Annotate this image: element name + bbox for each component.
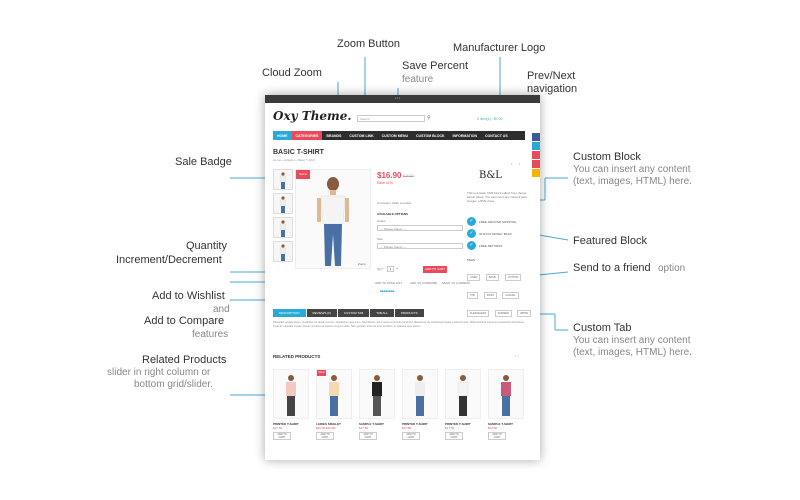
related-product-image[interactable]	[359, 369, 395, 419]
label-quantity-2: Increment/Decrement	[116, 254, 222, 266]
related-product[interactable]	[359, 369, 395, 440]
add-to-cart-button[interactable]: ADD TO CART	[445, 432, 463, 440]
twitter-icon[interactable]	[532, 142, 540, 150]
tags-title: TAGS	[467, 258, 475, 262]
label-related-sub1: slider in right column or	[107, 367, 211, 378]
qty-label: Qty	[377, 267, 382, 271]
tag[interactable]: LINEN	[467, 274, 480, 281]
quantity-stepper[interactable]: 1	[387, 266, 394, 272]
manufacturer-logo[interactable]: B&L	[479, 170, 502, 181]
tag[interactable]: BASIC	[486, 274, 500, 281]
nav-custom-menu[interactable]: CUSTOM MENU	[381, 134, 409, 138]
related-product-name[interactable]: SAMPLE T-SHIRT	[488, 422, 514, 426]
add-to-cart-button[interactable]: ADD TO CART	[402, 432, 420, 440]
tab-content: Phasellus gravida lorem, vestibulum at dictum tempor. Vestibulum quis enim. Sed ultrices nisl in lacus commodo hendrerit. Maecenas vel scelerisque ligula, a lobortis ante. Nulla tincidunt metus at consectetur fermentum. Proin at vulputate massa. Donec vel lacus at mauris congue mattis. Nam porttitor tortor ac eros tincidunt, et pharetra arcu dictum.	[273, 321, 525, 328]
related-nav-arrows[interactable]: ‹ ›	[515, 353, 519, 358]
featured-item	[467, 217, 516, 226]
nav-home[interactable]: HOME	[273, 131, 292, 140]
wishlist-link[interactable]: ADD TO WISH LIST	[375, 281, 403, 285]
related-product[interactable]	[273, 369, 309, 440]
store-logo[interactable]: Oxy Theme.	[273, 109, 352, 123]
main-product-image[interactable]	[295, 169, 371, 269]
label-prev-next: Prev/Next	[527, 70, 576, 82]
social-share-bar	[532, 133, 540, 178]
related-product-image[interactable]	[402, 369, 438, 419]
model-figure-icon	[325, 374, 343, 418]
nav-categories[interactable]: CATEGORIES	[292, 131, 323, 140]
related-product[interactable]	[402, 369, 438, 440]
check-icon: ✓	[467, 229, 476, 238]
nav-custom-link[interactable]: CUSTOM LINK	[349, 134, 374, 138]
main-nav	[273, 131, 525, 140]
label-manufacturer-logo: Manufacturer Logo	[453, 42, 546, 54]
related-products-title: RELATED PRODUCTS	[273, 354, 321, 359]
related-product[interactable]	[445, 369, 481, 440]
label-send-friend-sub: option	[658, 263, 686, 274]
tab-reviews[interactable]: REVIEWS (0)	[307, 309, 337, 317]
related-product-name[interactable]: PRINTED T-SHIRT	[273, 422, 299, 426]
related-product-price: $17.50	[359, 426, 369, 430]
model-figure-icon	[282, 374, 300, 418]
model-figure-icon	[278, 196, 288, 213]
thumbnail[interactable]	[273, 193, 293, 214]
label-custom-block-sub2: (text, images, HTML) here.	[573, 176, 692, 187]
nav-brands[interactable]: BRANDS	[326, 134, 342, 138]
tag[interactable]: TOP	[467, 292, 478, 299]
tab-description[interactable]: DESCRIPTION	[273, 309, 306, 317]
sale-badge: SALE	[296, 170, 310, 179]
check-icon: ✓	[467, 241, 476, 250]
related-product-name[interactable]: LADIES SINGLET	[316, 422, 341, 426]
add-to-cart-button[interactable]: ADD TO CART	[359, 432, 377, 440]
model-figure-icon	[411, 374, 429, 418]
related-product-price: $22.90 $15.90	[316, 426, 336, 430]
label-and: and	[213, 304, 230, 315]
tag[interactable]: COTTON	[505, 274, 522, 281]
label-prev-next-2: navigation	[527, 83, 578, 95]
tab-all[interactable]: TAB ALL	[370, 309, 394, 317]
tag[interactable]: CASUAL	[502, 292, 518, 299]
colour-select[interactable]: --- Please Select ---	[377, 225, 463, 231]
save-percent: Save 41%	[377, 181, 393, 185]
cart-summary[interactable]: 0 item(s) - $0.00	[477, 117, 503, 121]
label-compare-sub: features	[192, 329, 229, 340]
pinterest-icon[interactable]	[532, 160, 540, 168]
nav-information[interactable]: INFORMATION	[452, 134, 477, 138]
label-quantity: Quantity	[186, 240, 227, 252]
related-product-price: $17.50	[488, 426, 498, 430]
related-product-image[interactable]	[488, 369, 524, 419]
label-wishlist: Add to Wishlist	[152, 290, 225, 302]
related-product-name[interactable]: PRINTED T-SHIRT	[445, 422, 471, 426]
related-product-price: $17.50	[273, 426, 283, 430]
model-figure-icon	[368, 374, 386, 418]
related-product-name[interactable]: SAMPLE T-SHIRT	[359, 422, 385, 426]
label-send-friend: Send to a friend	[573, 262, 651, 274]
tag[interactable]: SLEEVELESS	[467, 310, 489, 317]
size-select[interactable]: --- Please Select ---	[377, 243, 463, 249]
related-product-price: $17.50	[402, 426, 412, 430]
related-product-price: $17.50	[445, 426, 455, 430]
google-plus-icon[interactable]	[532, 151, 540, 159]
breadcrumb[interactable]: Home » Apparel » Basic T-Shirt	[273, 158, 315, 162]
thumbnail[interactable]	[273, 169, 293, 190]
model-figure-icon	[278, 172, 288, 189]
facebook-icon[interactable]	[532, 133, 540, 141]
related-product[interactable]	[488, 369, 524, 440]
featured-label: 30 DAYS MONEY BACK	[479, 231, 512, 236]
featured-label: FREE RETURNS	[479, 243, 503, 248]
storefront-screenshot	[265, 95, 540, 460]
model-figure-icon	[278, 244, 288, 261]
label-custom-block: Custom Block	[573, 151, 641, 163]
add-to-cart-button[interactable]: ADD TO CART	[316, 432, 334, 440]
next-icon[interactable]: ›	[519, 161, 521, 166]
reviews-link[interactable]: 0 reviews | Write a review	[377, 201, 412, 205]
label-compare: Add to Compare	[144, 315, 225, 327]
related-product-name[interactable]: PRINTED T-SHIRT	[402, 422, 428, 426]
tag-cloud	[467, 265, 533, 319]
related-product-image[interactable]	[445, 369, 481, 419]
featured-label: FREE GROUND SHIPPING	[479, 219, 517, 224]
add-to-cart-button[interactable]: ADD TO CART	[488, 432, 506, 440]
label-featured-block: Featured Block	[573, 235, 647, 247]
featured-item	[467, 241, 502, 250]
rss-icon[interactable]	[532, 169, 540, 177]
product-tabs	[273, 309, 425, 317]
nav-contact-us[interactable]: CONTACT US	[484, 134, 508, 138]
tag[interactable]: SHIRT	[484, 292, 497, 299]
check-icon: ✓	[467, 217, 476, 226]
top-bar	[265, 95, 540, 103]
label-related-sub2: bottom grid/slider.	[134, 379, 213, 390]
label-custom-tab: Custom Tab	[573, 322, 632, 334]
tag[interactable]: WHITE	[517, 310, 531, 317]
model-figure-icon	[497, 374, 515, 418]
custom-block: This is a static CMS block edited from theme admin panel. You can insert any content (text, images, HTML) here.	[467, 191, 528, 203]
thumbnail-strip	[273, 169, 293, 265]
qty-decrement-icon[interactable]: −	[382, 266, 385, 271]
thumbnail[interactable]	[273, 241, 293, 262]
search-input[interactable]: Search	[357, 115, 425, 122]
label-save-percent: Save Percent	[402, 60, 469, 72]
prev-icon[interactable]: ‹	[511, 161, 513, 166]
option-colour-label: Colour	[377, 219, 386, 223]
thumbnail[interactable]	[273, 217, 293, 238]
tab-custom[interactable]: CUSTOM TAB	[338, 309, 369, 317]
label-sale-badge: Sale Badge	[175, 156, 232, 168]
qty-increment-icon[interactable]: +	[396, 266, 399, 271]
related-product-image[interactable]	[273, 369, 309, 419]
send-friend-link[interactable]: SEND TO A FRIEND	[442, 281, 470, 285]
search-icon[interactable]: ⚲	[427, 115, 431, 121]
featured-item	[467, 229, 512, 238]
nav-custom-block[interactable]: CUSTOM BLOCK	[416, 134, 445, 138]
product-price: $16.90	[377, 171, 402, 180]
options-title: AVAILABLE OPTIONS	[377, 212, 409, 216]
model-figure-icon	[278, 220, 288, 237]
related-product-image[interactable]	[316, 369, 352, 419]
top-bar-link[interactable]: ▪ ▪ ▪	[395, 96, 400, 100]
compare-link[interactable]: ADD TO COMPARE	[410, 281, 438, 285]
add-to-cart-button[interactable]: ADD TO CART	[424, 267, 446, 271]
label-zoom-button: Zoom Button	[337, 38, 400, 50]
share-icons-row[interactable]: ■■■■■■■■	[380, 289, 395, 293]
tag[interactable]: SUMMER	[495, 310, 512, 317]
model-figure-icon	[454, 374, 472, 418]
sale-badge: SALE	[318, 371, 325, 374]
related-product[interactable]	[316, 369, 352, 440]
label-cloud-zoom: Cloud Zoom	[262, 67, 322, 79]
label-custom-tab-sub2: (text, images, HTML) here.	[573, 347, 692, 358]
tab-products[interactable]: PRODUCTS	[395, 309, 424, 317]
label-custom-block-sub1: You can insert any content	[573, 164, 691, 175]
label-save-percent-sub: feature	[402, 74, 434, 85]
label-related: Related Products	[142, 354, 227, 366]
product-title: BASIC T-SHIRT	[273, 149, 324, 156]
model-figure-icon	[313, 176, 353, 268]
zoom-button[interactable]: Zoom	[358, 262, 366, 266]
label-custom-tab-sub1: You can insert any content	[573, 335, 691, 346]
add-to-cart-button[interactable]: ADD TO CART	[273, 432, 291, 440]
option-size-label: Size	[377, 237, 383, 241]
old-price: $28.50	[403, 174, 414, 178]
